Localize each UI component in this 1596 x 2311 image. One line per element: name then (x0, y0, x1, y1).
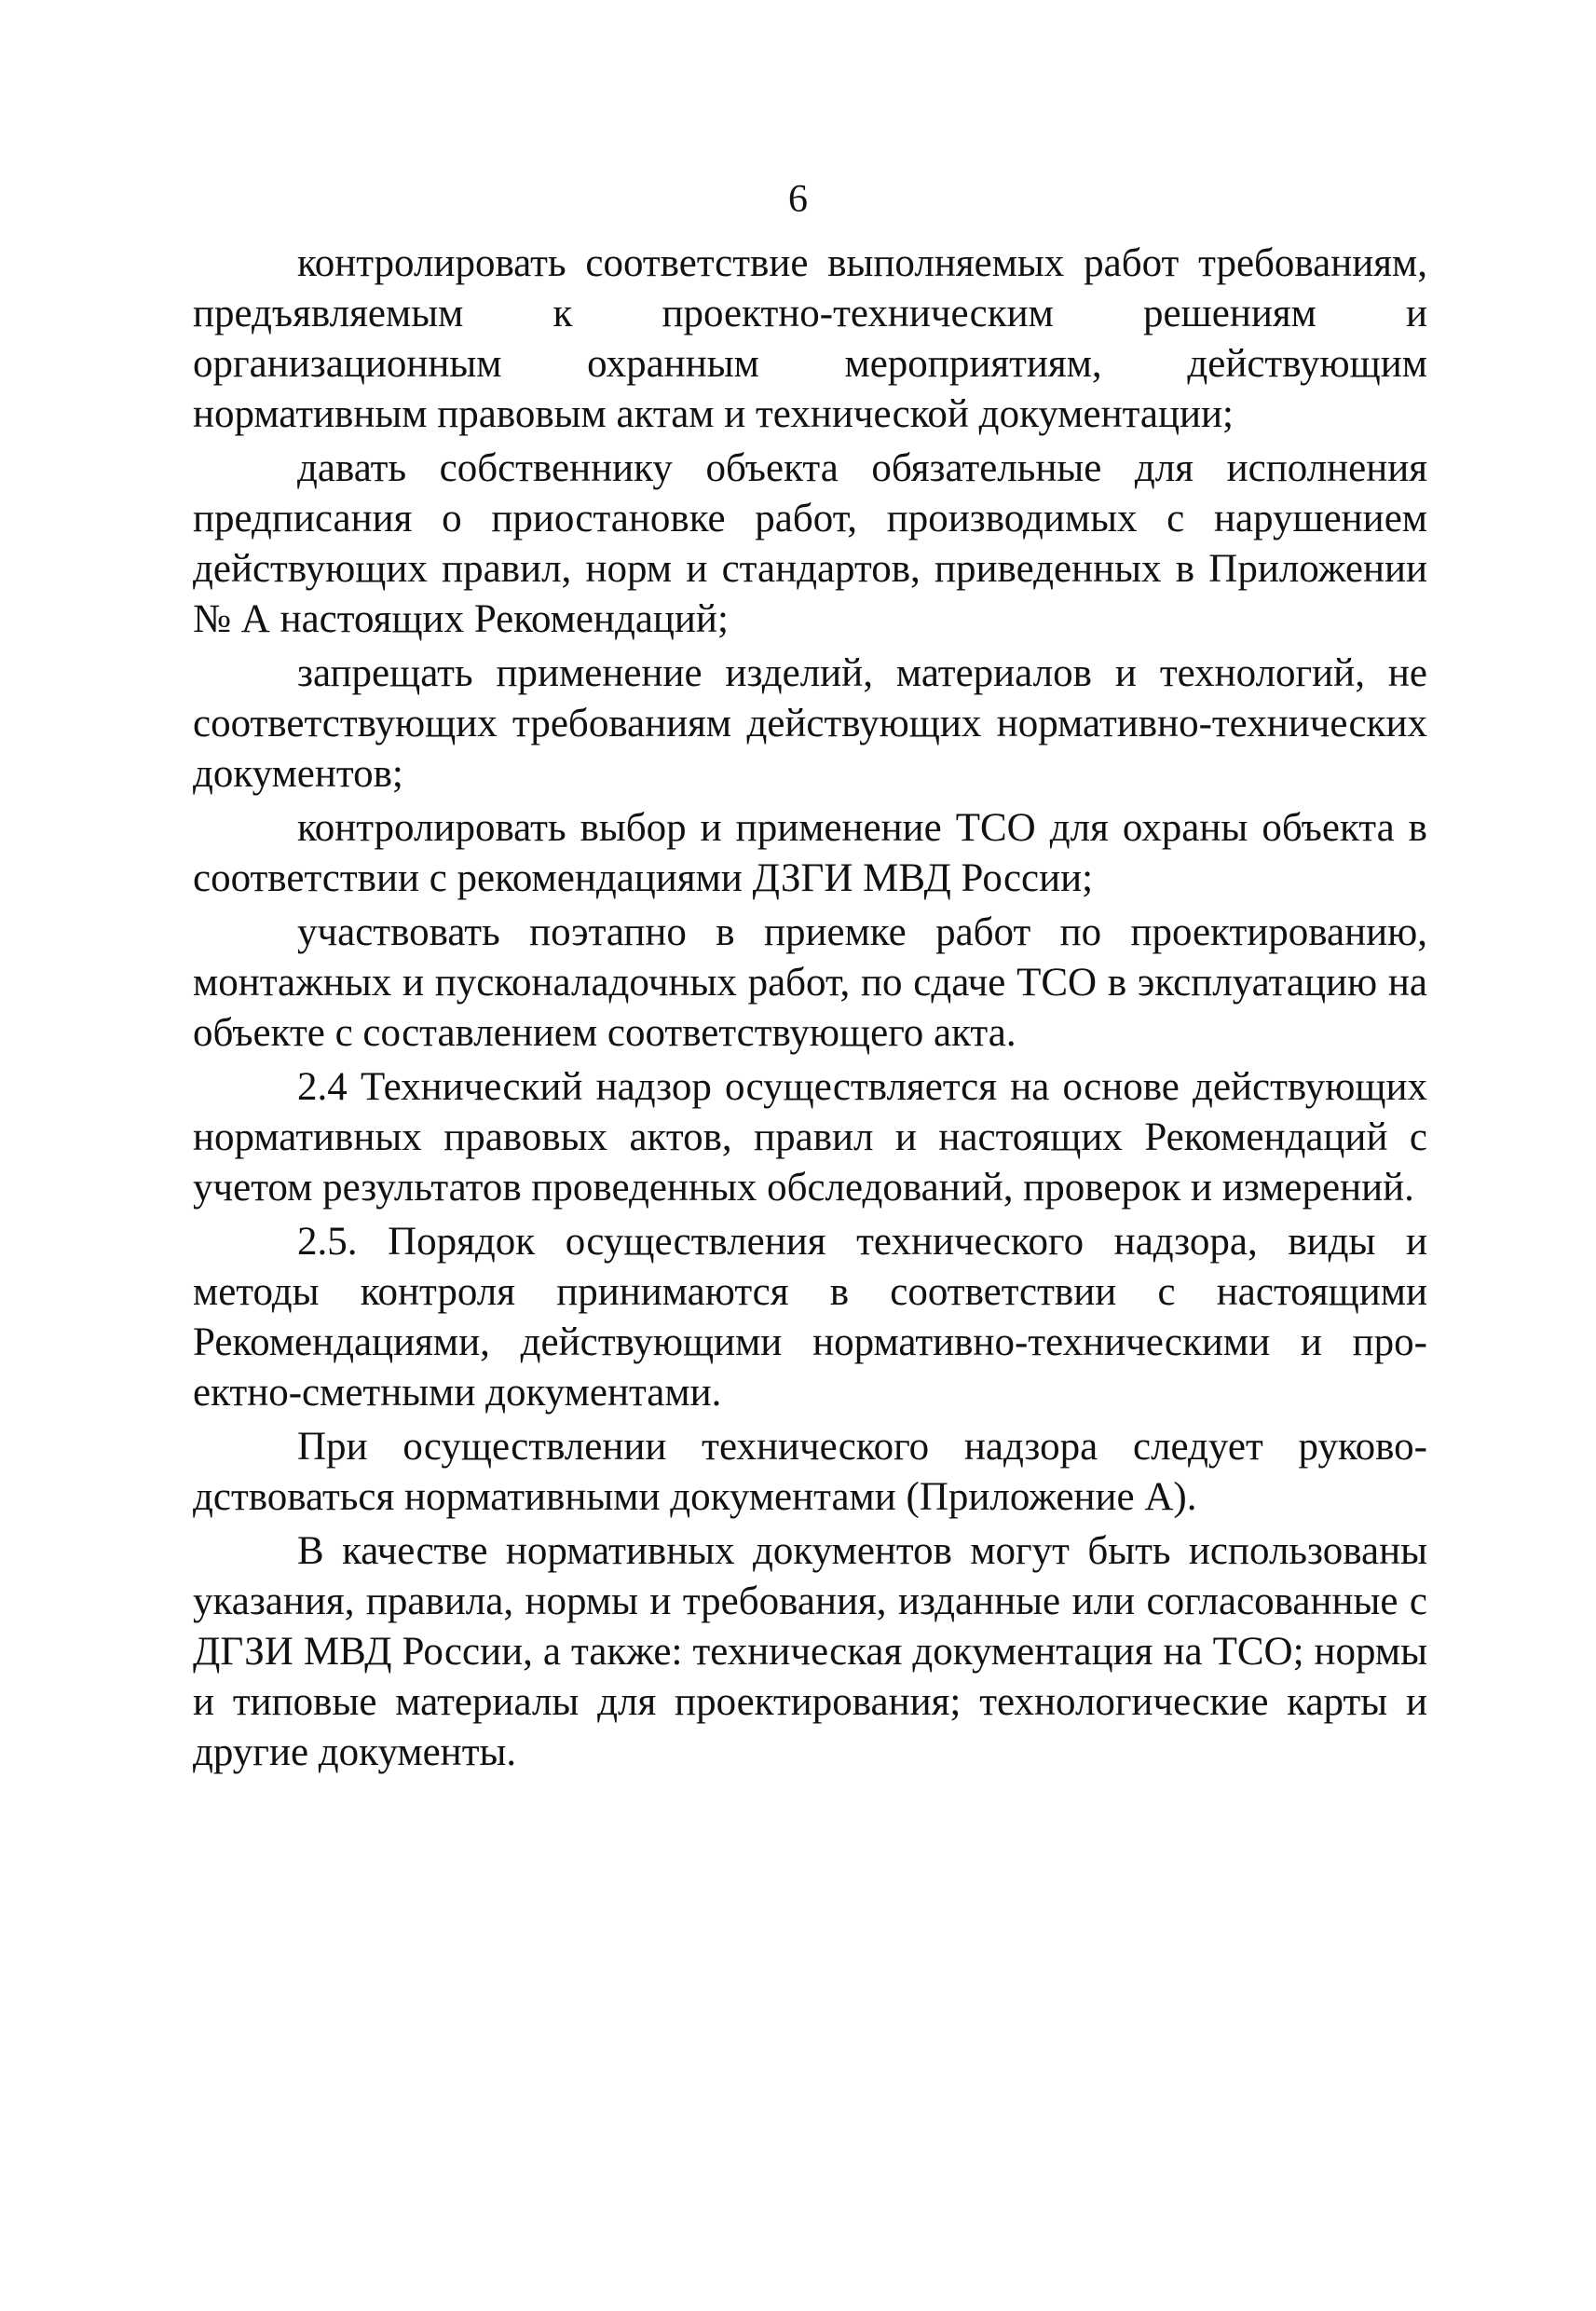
paragraph-normative-guidance: При осуществлении технического надзора следует руководствоваться нормативными документами (Приложение А). (193, 1425, 1427, 1519)
paragraph-normative-documents: В качестве нормативных документов могут быть использованы указания, правила, нормы и требования, изданные или согласованные с ДГЗИ МВД России, а также: техническая документация на ТСО; нормы и типовые материалы для проектирования; технологические карты и другие документы. (193, 1529, 1427, 1774)
paragraph-participate-acceptance: участвовать поэтапно в приемке работ по проектированию, монтажных и пусконаладочных работ, по сдаче ТСО в эксплуатацию на объекте с составлением соответствующего акта. (193, 910, 1427, 1055)
paragraph-section-2-4: 2.4 Технический надзор осуществляется на основе действующих нормативных правовых актов, правил и настоящих Рекомендаций с учетом результатов проведенных обследований, проверок и измерений. (193, 1065, 1427, 1210)
paragraph-control-compliance: контролировать соответствие выполняемых работ требованиям, предъявляемым к проектно-техническим решениям и организационным охранным мероприятиям, действующим нормативным правовым актам и технической документации; (193, 241, 1427, 436)
paragraph-prohibit-materials: запрещать применение изделий, материалов и технологий, не соответствующих требованиям действующих нормативно-технических документов; (193, 651, 1427, 796)
paragraph-issue-orders: давать собственнику объекта обязательные для исполнения предписания о приостановке работ, производимых с нарушением действующих правил, норм и стандартов, приведенных в Приложении № А настоящих Рекомендаций; (193, 446, 1427, 641)
paragraph-control-tso-selection: контролировать выбор и применение ТСО для охраны объекта в соответствии с рекомендациями ДЗГИ МВД России; (193, 806, 1427, 900)
paragraph-section-2-5: 2.5. Порядок осуществления технического надзора, виды и методы контроля принимаются в соответствии с настоящими Рекомендациями, действующими нормативно-техническими и проектно-сметными документами. (193, 1220, 1427, 1415)
page-number: 6 (788, 178, 808, 221)
document-body (193, 239, 1427, 1782)
